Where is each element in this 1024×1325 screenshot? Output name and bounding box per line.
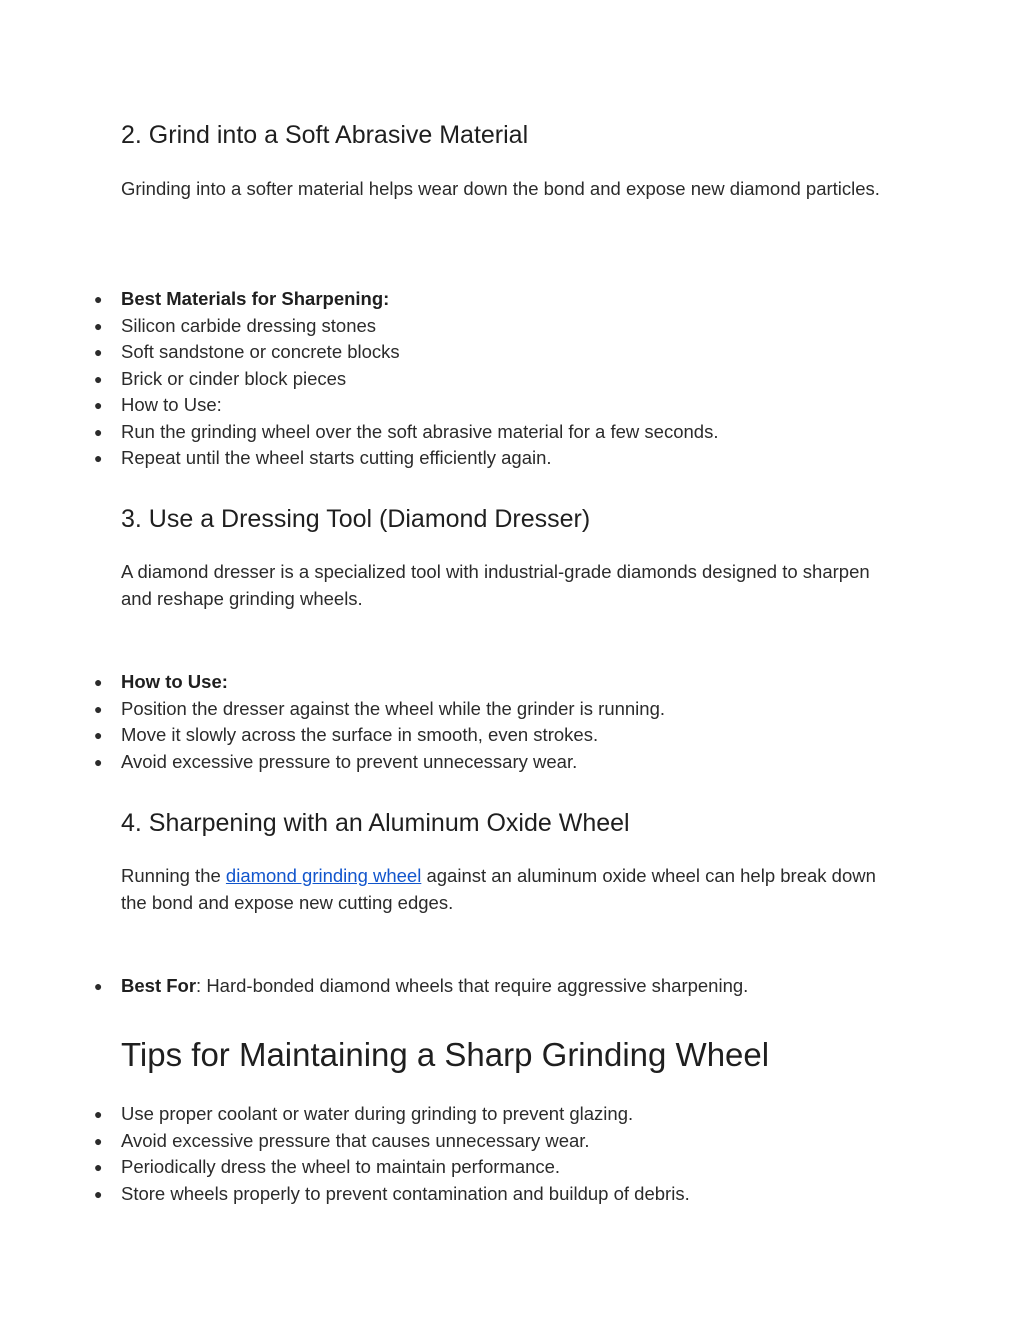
list-item	[22, 392, 718, 419]
list-item-text: Repeat until the wheel starts cutting efficiently again.	[121, 447, 552, 468]
list-item-text: Periodically dress the wheel to maintain performance.	[121, 1156, 561, 1177]
list-item-text: Store wheels properly to prevent contamination and buildup of debris.	[121, 1182, 690, 1204]
list-item-text: Soft sandstone or concrete blocks	[121, 341, 400, 362]
list-item	[22, 973, 748, 1000]
bullet-icon: ●	[94, 317, 103, 334]
list-item	[22, 669, 665, 696]
list-item-text: Run the grinding wheel over the soft abrasive material for a few seconds.	[121, 420, 719, 442]
bullet-icon: ●	[94, 1185, 103, 1202]
list-item	[22, 749, 665, 776]
list-item-text: Use proper coolant or water during grinding to prevent glazing.	[121, 1103, 634, 1124]
list-item-text: How to Use:	[121, 394, 222, 415]
bullet-icon: ●	[94, 753, 103, 770]
bullet-icon: ●	[94, 344, 103, 360]
list-item	[22, 445, 718, 472]
list-item-bold-label: Best For	[121, 975, 197, 996]
section-3-paragraph: A diamond dresser is a specialized tool with industrial-grade diamonds designed to sharpen and reshape grinding wheels.	[121, 561, 870, 609]
list-item	[22, 1181, 690, 1208]
list-item	[22, 366, 718, 393]
list-item	[22, 313, 718, 340]
bullet-icon: ●	[94, 291, 103, 307]
tips-heading: Tips for Maintaining a Sharp Grinding Wheel	[121, 1036, 770, 1073]
list-item	[22, 339, 718, 366]
bullet-icon: ●	[94, 370, 103, 387]
tips-bullet-list	[22, 1101, 690, 1207]
section-4-paragraph	[121, 863, 901, 916]
bullet-icon: ●	[94, 397, 103, 413]
bullet-icon: ●	[94, 1159, 103, 1175]
bullet-icon: ●	[94, 450, 103, 466]
list-item-text: Silicon carbide dressing stones	[121, 314, 377, 336]
list-item-text: Position the dresser against the wheel while the grinder is running.	[121, 697, 666, 719]
list-item	[22, 419, 718, 446]
section-4-paragraph-lead: Running the	[121, 865, 226, 886]
bullet-icon: ●	[94, 674, 103, 690]
section-2-paragraph: Grinding into a softer material helps wear down the bond and expose new diamond particles.	[121, 178, 880, 199]
section-4-paragraph-tail: against an aluminum oxide wheel can help break down the bond and expose new cutting edges.	[121, 865, 876, 913]
list-item-text: Move it slowly across the surface in smooth, even strokes.	[121, 724, 599, 745]
section-4-bullet-list	[22, 973, 748, 1000]
bullet-icon: ●	[94, 423, 103, 440]
bullet-icon: ●	[94, 727, 103, 743]
section-3-heading: 3. Use a Dressing Tool (Diamond Dresser)	[121, 505, 591, 533]
list-item	[22, 722, 665, 749]
section-2-bullet-list	[22, 286, 718, 472]
list-item-text: Brick or cinder block pieces	[121, 367, 347, 389]
list-item-text: Avoid excessive pressure to prevent unnecessary wear.	[121, 750, 578, 772]
list-item	[22, 1128, 690, 1155]
list-item	[22, 1101, 690, 1128]
bullet-icon: ●	[94, 978, 103, 994]
bullet-icon: ●	[94, 700, 103, 717]
list-item-text: : Hard-bonded diamond wheels that require aggressive sharpening.	[196, 975, 749, 996]
section-2-heading: 2. Grind into a Soft Abrasive Material	[121, 121, 529, 149]
list-item-bold-label: How to Use:	[121, 671, 228, 692]
list-item	[22, 286, 718, 313]
bullet-icon: ●	[94, 1132, 103, 1149]
list-item	[22, 1154, 690, 1181]
bullet-icon: ●	[94, 1106, 103, 1122]
section-4-heading: 4. Sharpening with an Aluminum Oxide Wheel	[121, 809, 630, 837]
list-item-text: Avoid excessive pressure that causes unnecessary wear.	[121, 1129, 590, 1151]
diamond-grinding-wheel-link[interactable]: diamond grinding wheel	[225, 865, 422, 886]
section-3-bullet-list	[22, 669, 665, 775]
list-item	[22, 696, 665, 723]
list-item-bold-label: Best Materials for Sharpening:	[121, 288, 390, 309]
